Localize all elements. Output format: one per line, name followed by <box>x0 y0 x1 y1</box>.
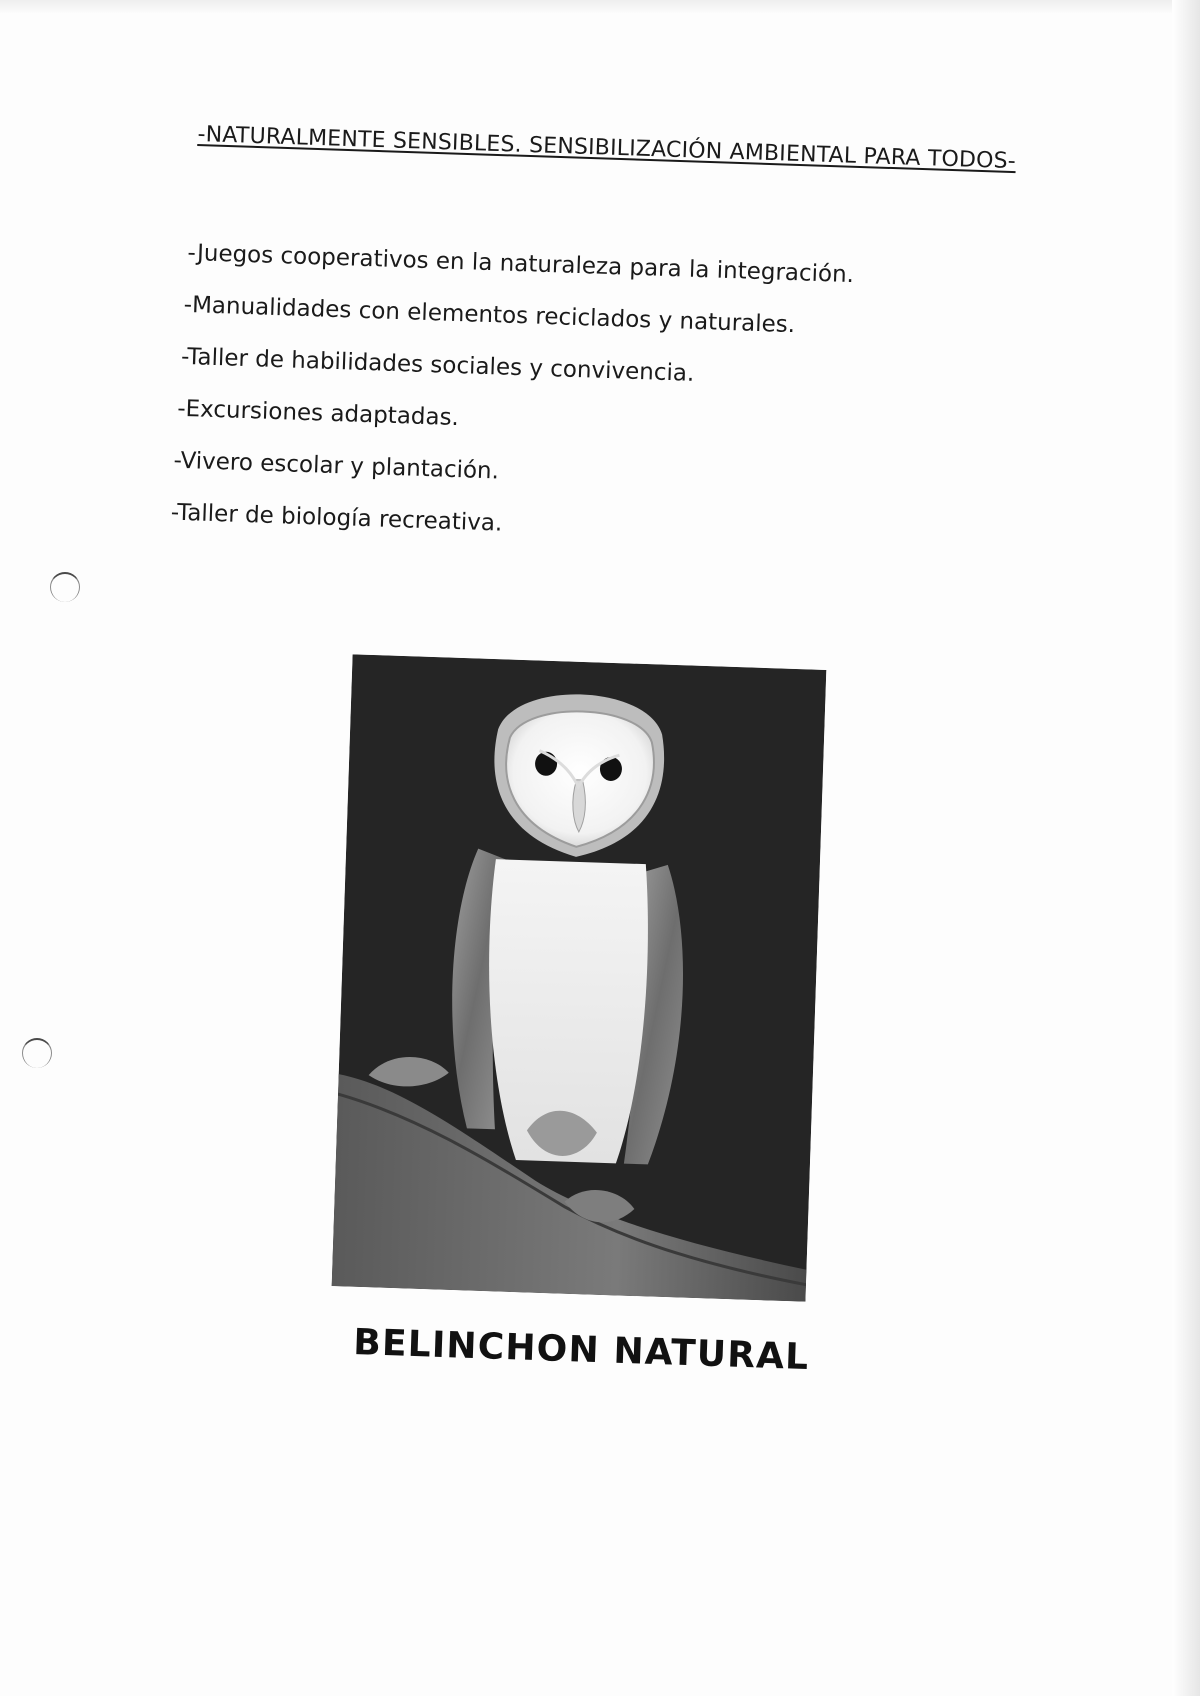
list-item: -Juegos cooperativos en la naturaleza para la integración. <box>187 239 855 289</box>
photo-caption: BELINCHON NATURAL <box>352 1322 810 1379</box>
scan-edge-right <box>1172 0 1200 1696</box>
document-heading: -NATURALMENTE SENSIBLES. SENSIBILIZACIÓN AMBIENTAL PARA TODOS- <box>197 122 1017 175</box>
heading-block <box>197 122 1057 175</box>
list-item: -Vivero escolar y plantación. <box>173 447 500 485</box>
barn-owl-photo <box>332 654 827 1301</box>
list-item: -Manualidades con elementos reciclados y naturales. <box>183 291 796 339</box>
activity-list <box>170 238 948 575</box>
binder-punch-hole-icon <box>22 1038 52 1068</box>
scan-edge-top <box>0 0 1200 14</box>
list-item: -Excursiones adaptadas. <box>176 395 460 432</box>
list-item: -Taller de biología recreativa. <box>170 499 503 537</box>
binder-punch-hole-icon <box>50 572 80 602</box>
list-item: -Taller de habilidades sociales y convivencia. <box>180 343 695 387</box>
caption-block <box>353 1322 814 1378</box>
